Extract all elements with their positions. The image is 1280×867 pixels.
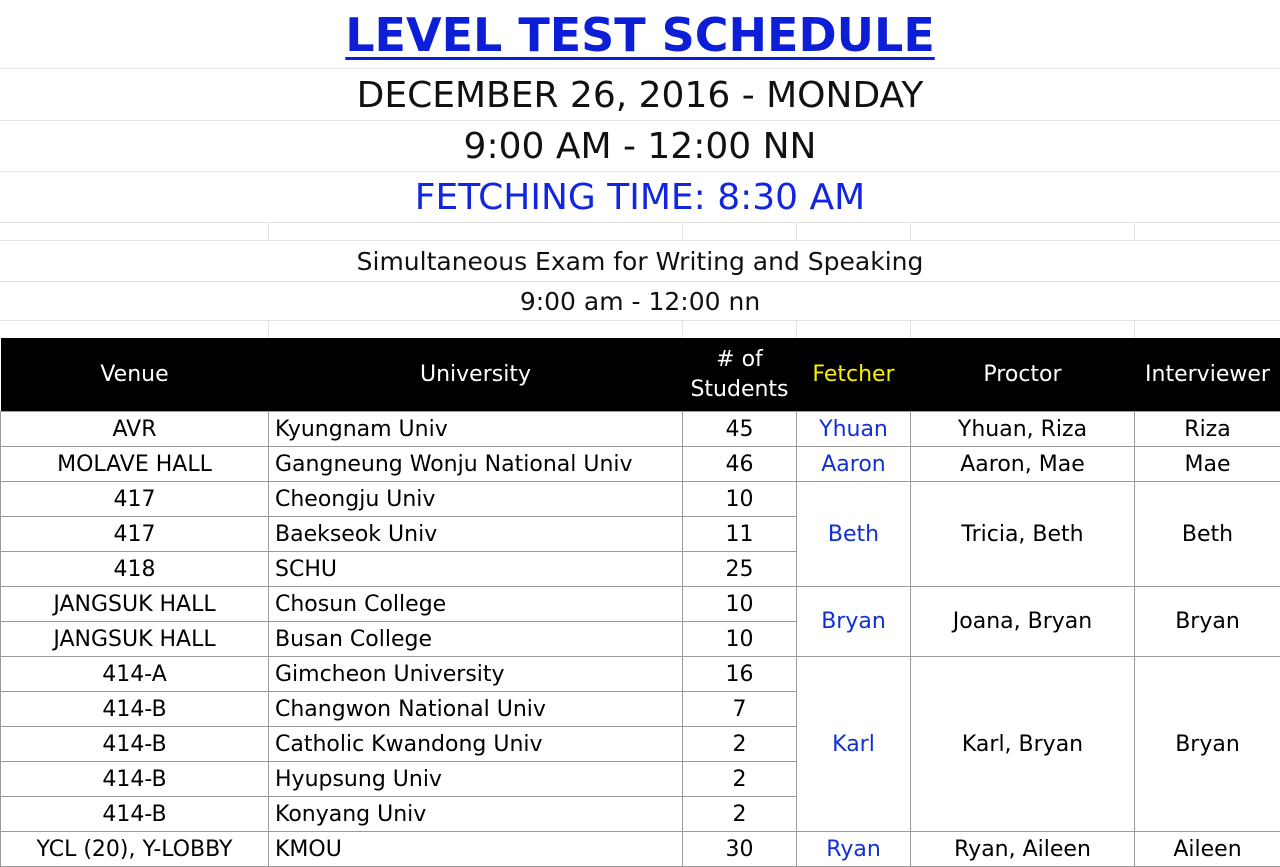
university-cell: KMOU — [269, 832, 683, 867]
fetcher-cell: Bryan — [797, 587, 911, 657]
students-cell: 45 — [683, 412, 797, 447]
fetcher-cell: Aaron — [797, 447, 911, 482]
venue-cell: 414-B — [1, 797, 269, 832]
venue-cell: 414-B — [1, 762, 269, 797]
proctor-cell: Tricia, Beth — [911, 482, 1135, 587]
students-cell: 2 — [683, 762, 797, 797]
table-row — [1, 447, 1280, 482]
proctor-cell: Joana, Bryan — [911, 587, 1135, 657]
interviewer-cell: Riza — [1135, 412, 1280, 447]
proctor-cell: Yhuan, Riza — [911, 412, 1135, 447]
header-proctor: Proctor — [911, 338, 1135, 412]
interviewer-cell: Bryan — [1135, 657, 1280, 832]
students-cell: 11 — [683, 517, 797, 552]
university-cell: Changwon National Univ — [269, 692, 683, 727]
students-cell: 2 — [683, 797, 797, 832]
university-cell: Cheongju Univ — [269, 482, 683, 517]
venue-cell: 414-B — [1, 692, 269, 727]
venue-cell: 417 — [1, 482, 269, 517]
students-cell: 10 — [683, 482, 797, 517]
interviewer-cell: Mae — [1135, 447, 1280, 482]
venue-cell: 414-A — [1, 657, 269, 692]
students-cell: 2 — [683, 727, 797, 762]
students-cell: 7 — [683, 692, 797, 727]
venue-cell: AVR — [1, 412, 269, 447]
fetcher-cell: Karl — [797, 657, 911, 832]
proctor-cell: Ryan, Aileen — [911, 832, 1135, 867]
header-students-line2: Students — [690, 377, 788, 402]
proctor-cell: Karl, Bryan — [911, 657, 1135, 832]
university-cell: Baekseok Univ — [269, 517, 683, 552]
students-cell: 25 — [683, 552, 797, 587]
venue-cell: 418 — [1, 552, 269, 587]
page-title — [0, 8, 1280, 62]
interviewer-cell: Beth — [1135, 482, 1280, 587]
header-venue: Venue — [1, 338, 269, 412]
header-students — [683, 338, 797, 412]
university-cell: SCHU — [269, 552, 683, 587]
students-cell: 46 — [683, 447, 797, 482]
exam-subtitle: Simultaneous Exam for Writing and Speaking — [0, 247, 1280, 276]
students-cell: 10 — [683, 622, 797, 657]
venue-cell: 417 — [1, 517, 269, 552]
header-university: University — [269, 338, 683, 412]
university-cell: Kyungnam Univ — [269, 412, 683, 447]
university-cell: Catholic Kwandong Univ — [269, 727, 683, 762]
university-cell: Gimcheon University — [269, 657, 683, 692]
header-students-line1: # of — [716, 347, 763, 372]
interviewer-cell: Bryan — [1135, 587, 1280, 657]
students-cell: 30 — [683, 832, 797, 867]
table-row — [1, 832, 1280, 867]
exam-subtitle-time: 9:00 am - 12:00 nn — [0, 287, 1280, 316]
university-cell: Busan College — [269, 622, 683, 657]
header-interviewer: Interviewer — [1135, 338, 1280, 412]
exam-date: DECEMBER 26, 2016 - MONDAY — [0, 75, 1280, 116]
university-cell: Chosun College — [269, 587, 683, 622]
header-fetcher: Fetcher — [797, 338, 911, 412]
university-cell: Konyang Univ — [269, 797, 683, 832]
venue-cell: MOLAVE HALL — [1, 447, 269, 482]
university-cell: Hyupsung Univ — [269, 762, 683, 797]
venue-cell: YCL (20), Y-LOBBY — [1, 832, 269, 867]
table-row — [1, 657, 1280, 692]
fetching-time: FETCHING TIME: 8:30 AM — [0, 177, 1280, 218]
venue-cell: JANGSUK HALL — [1, 622, 269, 657]
fetcher-cell: Beth — [797, 482, 911, 587]
proctor-cell: Aaron, Mae — [911, 447, 1135, 482]
table-row — [1, 587, 1280, 622]
students-cell: 16 — [683, 657, 797, 692]
page-title-text: LEVEL TEST SCHEDULE — [345, 8, 935, 62]
venue-cell: 414-B — [1, 727, 269, 762]
university-cell: Gangneung Wonju National Univ — [269, 447, 683, 482]
students-cell: 10 — [683, 587, 797, 622]
table-row — [1, 412, 1280, 447]
interviewer-cell: Aileen — [1135, 832, 1280, 867]
fetcher-cell: Yhuan — [797, 412, 911, 447]
venue-cell: JANGSUK HALL — [1, 587, 269, 622]
table-header-row — [1, 338, 1280, 412]
schedule-table — [0, 338, 1280, 867]
exam-time: 9:00 AM - 12:00 NN — [0, 126, 1280, 167]
fetcher-cell: Ryan — [797, 832, 911, 867]
table-row — [1, 482, 1280, 517]
